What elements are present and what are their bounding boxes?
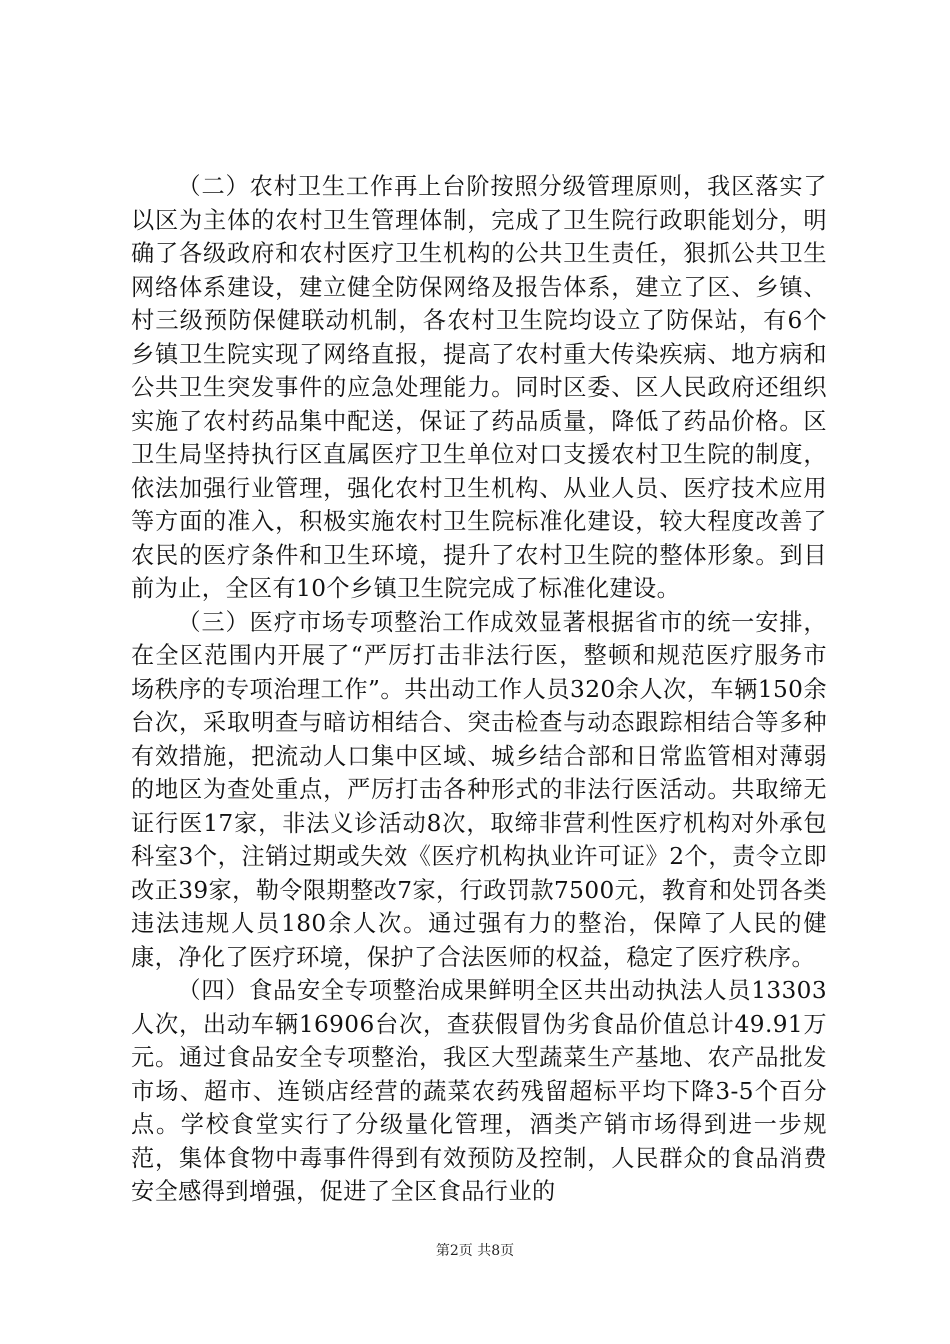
paragraph-medical-market: （三）医疗市场专项整治工作成效显著根据省市的统一安排，在全区范围内开展了“严厉打击非法行医，整顿和规范医疗服务市场秩序的专项治理工作”。共出动工作人员320余人次，车辆150余台次，采取明查与暗访相结合、突击检查与动态跟踪相结合等多种有效措施，把流动人口集中区域、城乡结合部和日常监管相对薄弱的地区为查处重点，严厉打击各种形式的非法行医活动。共取缔无证行医17家，非法义诊活动8次，取缔非营利性医疗机构对外承包科室3个，注销过期或失效《医疗机构执业许可证》2个，责令立即改正39家，勒令限期整改7家，行政罚款7500元，教育和处罚各类违法违规人员180余人次。通过强有力的整治，保障了人民的健康，净化了医疗环境，保护了合法医师的权益，稳定了医疗秩序。	[131, 608, 827, 971]
page-number-footer: 第2页 共8页	[435, 1243, 515, 1259]
paragraph-rural-health: （二）农村卫生工作再上台阶按照分级管理原则，我区落实了以区为主体的农村卫生管理体制，完成了卫生院行政职能划分，明确了各级政府和农村医疗卫生机构的公共卫生责任，狠抓公共卫生网络体系建设，建立健全防保网络及报告体系，建立了区、乡镇、村三级预防保健联动机制，各农村卫生院均设立了防保站，有6个乡镇卫生院实现了网络直报，提高了农村重大传染疾病、地方病和公共卫生突发事件的应急处理能力。同时区委、区人民政府还组织实施了农村药品集中配送，保证了药品质量，降低了药品价格。区卫生局坚持执行区直属医疗卫生单位对口支援农村卫生院的制度，依法加强行业管理，强化农村卫生机构、从业人员、医疗技术应用等方面的准入，积极实施农村卫生院标准化建设，较大程度改善了农民的医疗条件和卫生环境，提升了农村卫生院的整体形象。到目前为止，全区有10个乡镇卫生院完成了标准化建设。	[131, 173, 827, 602]
document-body	[131, 170, 827, 1209]
paragraph-food-safety: （四）食品安全专项整治成果鲜明全区共出动执法人员13303人次，出动车辆16906台次，查获假冒伪劣食品价值总计49.91万元。通过食品安全专项整治，我区大型蔬菜生产基地、农产品批发市场、超市、连锁店经营的蔬菜农药残留超标平均下降3-5个百分点。学校食堂实行了分级量化管理，酒类产销市场得到进一步规范，集体食物中毒事件得到有效预防及控制，人民群众的食品消费安全感得到增强，促进了全区食品行业的	[131, 977, 827, 1205]
